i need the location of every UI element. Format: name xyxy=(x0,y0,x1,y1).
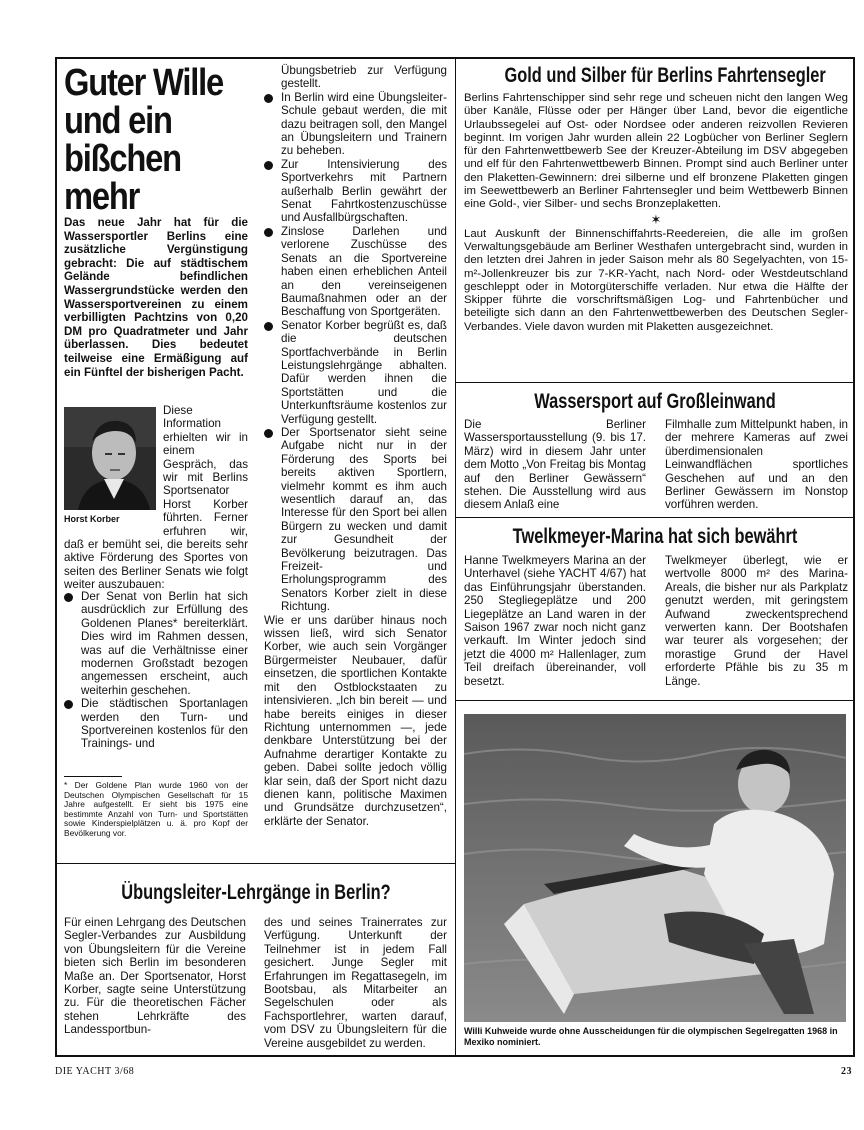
gold-headline: Gold und Silber für Berlins Fahrtensegler xyxy=(504,64,826,87)
bullet-item xyxy=(64,697,248,751)
gold-paragraph-2: Laut Auskunft der Binnenschiffahrts-Reedereien, die alle im großen Verwaltungsgebäude am Berliner Westhafen untergebracht sind, wurden in den letzten drei Jahren in jeder Saison mehr als 80 Segelyachten, von 15-m²-Jollenkreuzer bis zur 7-KR-Yacht, nach Nord- oder Westdeutschland geschleppt oder in Motorgüterschiffe verladen. Nur etwa die Hälfte der Skipper führte die vorschriftsmäßigen Log- und Fahrtenbücher und beteiligte sich dann an den Fahrtenwettbewerben des Deutschen Segler-Verbandes. Viele davon wurden mit Plaketten ausgezeichnet. xyxy=(464,227,848,333)
main-footnote: * Der Goldene Plan wurde 1960 von der Deutschen Olympischen Gesellschaft für 15 Jahre aufgestellt. Er sieht bis 1975 eine bestimmte Anzahl von Turn- und Sportstätten sowie Kinderspielplätzen u. ä. pro Kopf der Bevölkerung vor. xyxy=(64,780,248,838)
main-bullets-col1 xyxy=(64,590,248,751)
marina-col2: Twelkmeyer überlegt, wie er wertvolle 8000 m² des Marina-Areals, die bisher nur als Parkplatz genutzt werden, mit geringstem Aufwand zweckentsprechend verwerten kann. Der Bootshafen war teurer als vorgesehen; der morastige Grund der Havel erforderte Pfähle bis zu 35 m Länge. xyxy=(665,554,848,688)
page-number: 23 xyxy=(841,1066,852,1077)
leinwand-headline: Wassersport auf Großleinwand xyxy=(534,390,776,413)
gold-paragraph-1: Berlins Fahrtenschipper sind sehr rege und scheuen nicht den langen Weg über Kanäle, Flüsse oder per Hänger über Land, bevor die eigentliche Urlaubssegelei auf Ost- oder Nordsee oder anderen reizvollen Revieren beginnt. Im vorigen Jahr wurden allein 22 Logbücher von Berliner Seglern für den Fahrtenwettbewerb See der Kreuzer-Abteilung im DSV abgegeben und elf für den Fahrtenwettbewerb Binnen. Prompt sind auch Berliner unter den Plaketten-Gewinnern: drei silberne und elf bronzene Plaketten gingen im Seewettbewerb an Berliner Fahrtensegler und beim Wettbewerb Binnen eine Gold-, vier Silber- und sechs Bronzeplaketten. xyxy=(464,92,848,211)
frame-left-rule xyxy=(55,57,57,1057)
lehrgang-headline: Übungsleiter-Lehrgänge in Berlin? xyxy=(121,881,391,904)
bullet-text: Der Senat von Berlin hat sich ausdrücklich zur Erfüllung des Goldenen Planes* bereiterklärt. Dies wird im Rahmen dessen, was auf die Verhältnisse einer modernen Großstadt bezogen angemessen erscheint, auch weiterhin geschehen. xyxy=(81,590,248,697)
marina-article xyxy=(462,525,848,549)
portrait-float-spacer xyxy=(64,404,163,525)
main-headline: Guter Wille und ein bißchen mehr xyxy=(64,62,223,218)
lehrgang-top-rule xyxy=(57,863,455,864)
lehrgang-article xyxy=(64,881,448,905)
marina-top-rule xyxy=(456,517,853,518)
leinwand-article xyxy=(462,390,848,414)
bullet-item xyxy=(264,91,447,158)
leinwand-col1: Die Berliner Wassersportausstellung (9. bis 17. März) wird in diesem Jahr unter dem Motto „Von Freitag bis Montag auf den Berliner Gewässern“ stehen. Die Ausstellung wird aus diesem Anlaß eine xyxy=(464,418,646,512)
main-article-intro: Das neue Jahr hat für die Wassersportler Berlins eine zusätzliche Vergünstigung gebracht: Die auf städtischem Gelände befindlichen Wassergrundstücke werden den Wassersportvereinen zu einem verbilligten Pachtzins von 0,20 DM pro Quadratmeter und Jahr überlassen. Dies bedeutet teilweise eine Ermäßigung auf ein Fünftel der bisherigen Pacht. xyxy=(64,216,248,379)
bullet-item xyxy=(264,319,447,426)
lehrgang-col2: des und seines Trainerrates zur Verfügung. Unterkunft der Teilnehmer ist in jedem Fall gesichert. Junge Segler mit Erfahrungen im Regattasegeln, im Bootsbau, als Mitarbeiter an Segelschulen oder als Fachsportlehrer, warten darauf, vom DSV zu Übungsleitern für die Vereine ausgebildet zu werden. xyxy=(264,916,447,1050)
frame-bottom-rule xyxy=(55,1055,855,1057)
bullet-text: Zur Intensivierung des Sportverkehrs mit Partnern außerhalb Berlin gewährt der Senat Fahrtkostenzuschüsse und Ausfallbürgschaften. xyxy=(281,157,447,225)
photo-caption: Willi Kuhweide wurde ohne Ausscheidungen für die olympischen Segelregatten 1968 in Mexiko nominiert. xyxy=(464,1026,838,1047)
leinwand-col2: Filmhalle zum Mittelpunkt haben, in der mehrere Kameras auf zwei überdimensionalen Leinwandflächen sportliches Geschehen auf und an den Berliner Gewässern im Nonstop vorführen werden. xyxy=(665,418,848,512)
bullet-icon xyxy=(64,593,73,602)
bullet-item xyxy=(264,225,447,319)
main-closing-text: Wie er uns darüber hinaus noch wissen ließ, wird sich Senator Korber, wie auch sein Vorgänger Bürgermeister Neubauer, dafür einsetzen, die sportlichen Kontakte mit den Ostblockstaaten zu intensivieren. „Ich bin bereit — und habe bereits einiges in dieser Richtung unternommen —, jede denkbare Unterstützung bei der Aufnahme derartiger Kontakte zu geben. Dabei sollte jedoch völlig klar sein, daß der Sport nicht dazu dienen kann, politische Maximen und Grundsätze durchzusetzen“, erklärte der Senator. xyxy=(264,613,447,828)
bullet-text: Senator Korber begrüßt es, daß die deutschen Sportfachverbände in Berlin Leistungslehrgänge abhalten. Dafür werden ihnen die Sportstätten und die Unterkunftsräume kostenlos zur Verfügung gestellt. xyxy=(281,318,447,426)
frame-right-rule xyxy=(853,57,855,1057)
lehrgang-col1: Für einen Lehrgang des Deutschen Segler-Verbandes zur Ausbildung von Übungsleitern für die Vereine bieten sich Berlin im besonderen Maße an. Der Sportsenator, Horst Korber, sagte seine Unterstützung zu. Für die theoretischen Fächer stehen Lehrkräfte des Landessportbun- xyxy=(64,916,246,1037)
photo-top-rule xyxy=(456,700,853,701)
bullet-icon xyxy=(264,161,273,170)
main-lead-text: Diese Information erhielten wir in einem Gespräch, das wir mit Berlins Sportsenator Horst Korber führten. Ferner erfuhren wir, daß er bemüht sei, die bereits sehr aktive Förderung des Sportes von seiten des Berliner Senats wie folgt weiter auszubauen: xyxy=(64,404,248,592)
gold-body xyxy=(464,92,848,334)
bullet-item xyxy=(264,426,447,614)
main-lead-paragraph xyxy=(64,404,248,592)
sailing-photo xyxy=(464,714,846,1022)
column-divider-rule xyxy=(455,57,456,1055)
bullet-icon xyxy=(264,228,273,237)
bullet-text: Der Sportsenator sieht seine Aufgabe nicht nur in der Förderung des Sports bei bereits aktiven Sportlern, vielmehr kommt es ihm auch wesentlich darauf an, das Interesse für den Sport bei allen Bürgern zu wecken und damit zur Gesundheit der Bevölkerung beizutragen. Das Freizeit- und Erholungsprogramm des Senators Korber zielt in diese Richtung. xyxy=(281,425,447,614)
bullet-text: Die städtischen Sportanlagen werden den Turn- und Sportvereinen kostenlos für den Trainings- und xyxy=(81,697,248,751)
portrait-caption: Horst Korber xyxy=(64,514,120,524)
bullet-icon xyxy=(264,429,273,438)
bullet-text: In Berlin wird eine Übungsleiter-Schule gebaut werden, die mit dazu beitragen soll, den Mangel an Übungsleitern und Trainern zu beheben. xyxy=(281,90,447,158)
star-separator-icon: ✶ xyxy=(650,211,662,227)
bullet-item xyxy=(264,158,447,225)
bullet-icon xyxy=(64,700,73,709)
gold-article xyxy=(462,64,848,88)
leinwand-top-rule xyxy=(456,382,853,383)
main-col2 xyxy=(264,64,447,828)
col2-start-text: Übungsbetrieb zur Verfügung gestellt. xyxy=(281,64,447,91)
marina-col1: Hanne Twelkmeyers Marina an der Unterhavel (siehe YACHT 4/67) hat das Einführungsjahr überstanden. 250 Stegliegeplätze und 200 Liegeplätze an Land waren in der Saison 1967 zwar noch nicht ganz verkauft. Im Winter jedoch sind jetzt die 4000 m² Hallenlager, zum Teil dreifach übereinander, voll besetzt. xyxy=(464,554,646,688)
main-article-title xyxy=(64,64,264,216)
bullet-icon xyxy=(264,322,273,331)
bullet-item xyxy=(64,590,248,697)
bullet-icon xyxy=(264,94,273,103)
footnote-rule xyxy=(64,776,122,777)
marina-headline: Twelkmeyer-Marina hat sich bewährt xyxy=(512,525,798,548)
bullet-text: Zinslose Darlehen und verlorene Zuschüsse des Senats an die Sportvereine haben einen erheblichen Anteil an den vereinseigenen Baumaßnahmen oder an der Beschaffung von Sportgeräten. xyxy=(281,224,447,319)
magazine-footer: DIE YACHT 3/68 xyxy=(55,1066,135,1077)
sailing-illustration xyxy=(464,714,846,1022)
